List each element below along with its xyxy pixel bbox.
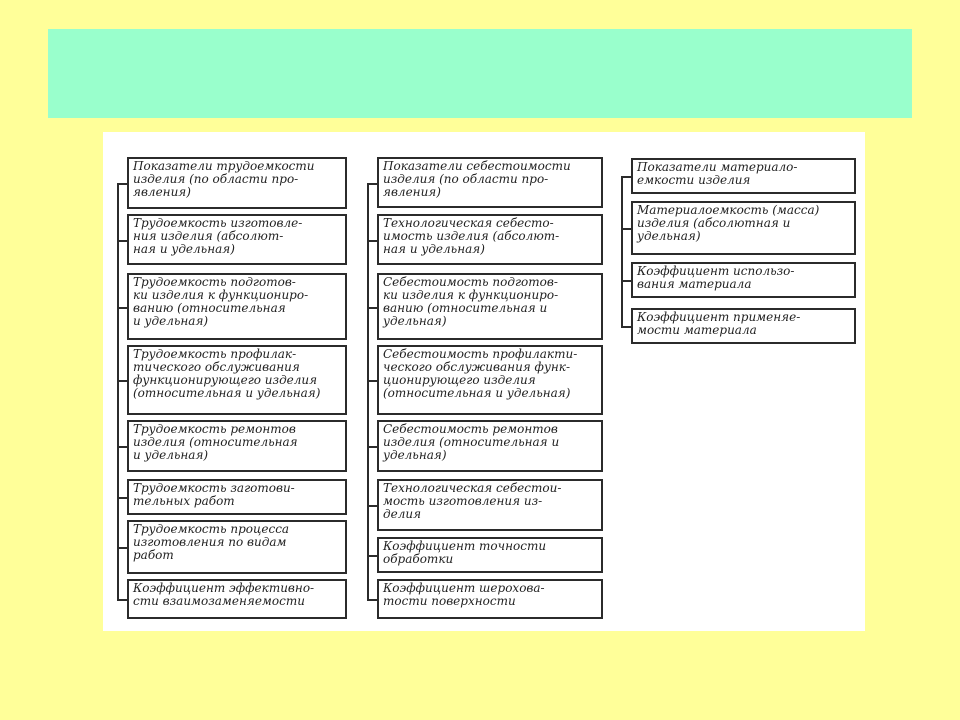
indicator-box — [127, 345, 347, 415]
indicator-box-line: и удельная) — [133, 314, 209, 328]
indicator-box-line: мость изготовления из- — [383, 494, 543, 508]
indicator-box — [377, 273, 603, 340]
indicator-box-line: Технологическая себесто- — [383, 216, 554, 230]
column-3-connector — [621, 176, 623, 328]
indicator-box-line: и удельная) — [133, 448, 209, 462]
connector-tick — [367, 446, 377, 448]
indicator-box-line: обработки — [383, 552, 454, 566]
indicator-box-line: изделия (по области про- — [383, 172, 549, 186]
indicator-box-line: Коэффициент применяе- — [637, 310, 801, 324]
indicator-box — [127, 520, 347, 574]
connector-tick — [367, 505, 377, 507]
connector-tick — [621, 176, 631, 178]
indicator-box-line: Показатели материало- — [637, 160, 798, 174]
indicator-box-line: тельных работ — [133, 494, 235, 508]
indicator-box-line: Коэффициент использо- — [637, 264, 795, 278]
indicator-box-line: изделия (относительная — [133, 435, 298, 449]
indicator-box-line: Трудоемкость заготови- — [133, 481, 295, 495]
slide-title-bar — [48, 29, 912, 118]
indicator-box-line: Технологическая себестои- — [383, 481, 562, 495]
indicator-box-line: ки изделия к функциониро- — [383, 288, 559, 302]
indicator-box-line: тости поверхности — [383, 594, 516, 608]
indicator-box-line: Трудоемкость процесса — [133, 522, 290, 536]
indicator-box-line: Себестоимость профилакти- — [383, 347, 578, 361]
indicator-box-line: сти взаимозаменяемости — [133, 594, 305, 608]
indicator-box-line: ческого обслуживания функ- — [383, 360, 571, 374]
indicator-box-line: ния изделия (абсолют- — [133, 229, 284, 243]
indicator-box-line: Коэффициент точности — [383, 539, 547, 553]
indicator-box — [377, 214, 603, 265]
indicator-box — [127, 214, 347, 265]
indicator-box-line: ная и удельная) — [383, 242, 485, 256]
connector-tick — [117, 497, 127, 499]
indicator-box-line: Трудоемкость ремонтов — [133, 422, 296, 436]
indicator-box-line: (относительная и удельная) — [383, 386, 571, 400]
indicator-box-line: ванию (относительная — [133, 301, 286, 315]
connector-tick — [117, 240, 127, 242]
indicator-box-line: Показатели трудоемкости — [133, 159, 315, 173]
indicator-box-line: функционирующего изделия — [133, 373, 318, 387]
indicator-box-line: (относительная и удельная) — [133, 386, 321, 400]
connector-tick — [367, 599, 377, 601]
indicator-box — [631, 262, 856, 298]
indicator-box-line: явления) — [383, 185, 441, 199]
indicator-box — [127, 273, 347, 340]
indicator-box — [127, 479, 347, 515]
indicator-box-line: Трудоемкость изготовле- — [133, 216, 303, 230]
indicator-box-line: работ — [133, 548, 174, 562]
connector-tick — [621, 228, 631, 230]
indicator-box-line: ная и удельная) — [133, 242, 235, 256]
indicator-box — [377, 579, 603, 619]
diagram-scan — [103, 132, 865, 631]
indicator-box-line: изделия (абсолютная и — [637, 216, 791, 230]
indicator-box — [127, 420, 347, 472]
indicator-box-line: изделия (по области про- — [133, 172, 299, 186]
indicator-box-line: тического обслуживания — [133, 360, 300, 374]
connector-tick — [621, 280, 631, 282]
indicator-box — [631, 308, 856, 344]
connector-tick — [621, 326, 631, 328]
indicator-box-line: емкости изделия — [637, 173, 751, 187]
indicator-box — [127, 579, 347, 619]
indicator-box-line: удельная) — [383, 314, 447, 328]
connector-tick — [117, 547, 127, 549]
indicator-box — [377, 420, 603, 472]
connector-tick — [117, 446, 127, 448]
indicator-box-line: ки изделия к функциониро- — [133, 288, 309, 302]
indicator-box-line: Себестоимость ремонтов — [383, 422, 558, 436]
indicator-box — [377, 345, 603, 415]
indicator-box — [377, 157, 603, 208]
connector-tick — [117, 183, 127, 185]
column-2-connector — [367, 183, 369, 602]
indicator-box-line: имость изделия (абсолют- — [383, 229, 560, 243]
indicator-box — [377, 479, 603, 531]
indicator-box-line: делия — [383, 507, 422, 521]
indicator-box-line: изготовления по видам — [133, 535, 287, 549]
indicator-box-line: мости материала — [637, 323, 757, 337]
connector-tick — [367, 183, 377, 185]
column-1-connector — [117, 183, 119, 601]
indicator-box-line: Себестоимость подготов- — [383, 275, 558, 289]
connector-tick — [117, 307, 127, 309]
indicator-box — [631, 158, 856, 194]
indicator-box-line: удельная) — [637, 229, 701, 243]
indicator-box-line: изделия (относительная и — [383, 435, 560, 449]
connector-tick — [367, 555, 377, 557]
indicator-box-line: Трудоемкость подготов- — [133, 275, 296, 289]
indicator-box — [631, 201, 856, 255]
indicator-box — [127, 157, 347, 209]
indicator-box — [377, 537, 603, 573]
indicator-box-line: Коэффициент шерохова- — [383, 581, 545, 595]
connector-tick — [367, 240, 377, 242]
indicator-box-line: Показатели себестоимости — [383, 159, 571, 173]
connector-tick — [117, 380, 127, 382]
connector-tick — [117, 599, 127, 601]
indicator-box-line: ванию (относительная и — [383, 301, 548, 315]
indicator-box-line: ционирующего изделия — [383, 373, 536, 387]
indicator-box-line: явления) — [133, 185, 191, 199]
indicator-box-line: Материалоемкость (масса) — [637, 203, 820, 217]
indicator-box-line: Коэффициент эффективно- — [133, 581, 315, 595]
indicator-box-line: Трудоемкость профилак- — [133, 347, 297, 361]
connector-tick — [367, 307, 377, 309]
indicator-box-line: удельная) — [383, 448, 447, 462]
indicator-box-line: вания материала — [637, 277, 752, 291]
connector-tick — [367, 380, 377, 382]
